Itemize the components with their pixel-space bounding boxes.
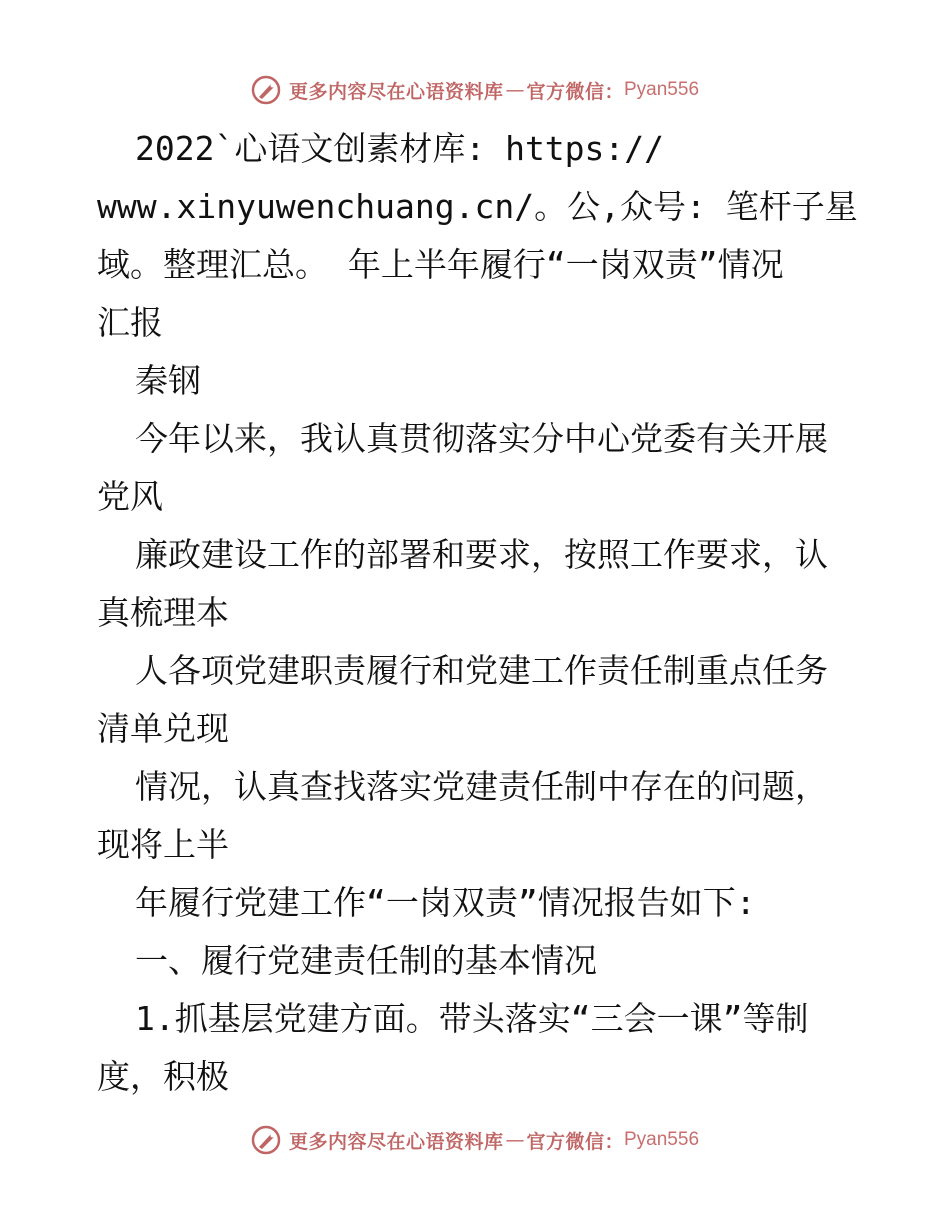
banner-site-text: 更多内容尽在心语资料库 (288, 1130, 504, 1153)
text-line: www.xinyuwenchuang.cn/。公,众号: 笔杆子星 (97, 187, 858, 226)
text-line: 现将上半 (97, 825, 229, 864)
text-line: 真梳理本 (97, 593, 229, 632)
banner-dash: — (505, 1129, 525, 1151)
document-body (97, 120, 857, 1106)
text-line: 度，积极 (97, 1057, 229, 1096)
banner-wechat-label: 官方微信： (526, 1130, 624, 1153)
banner-wechat-id: Pyan556 (624, 1129, 700, 1150)
text-line: 情况，认真查找落实党建责任制中存在的问题， (135, 767, 828, 806)
text-line: 汇报 (97, 303, 163, 342)
banner-wechat-label: 官方微信： (526, 80, 624, 103)
pen-nib-logo-icon (251, 1125, 281, 1155)
text-line: 廉政建设工作的部署和要求，按照工作要求，认 (135, 535, 828, 574)
text-line: 2022`心语文创素材库: https:// (135, 129, 665, 168)
text-line: 今年以来，我认真贯彻落实分中心党委有关开展 (135, 419, 828, 458)
footer-banner (0, 1120, 950, 1160)
banner-wechat-id: Pyan556 (624, 79, 700, 100)
pen-nib-logo-icon (251, 75, 281, 105)
text-line: 年履行党建工作“一岗双责”情况报告如下: (135, 883, 756, 922)
header-banner (0, 70, 950, 110)
text-line: 清单兑现 (97, 709, 229, 748)
text-line: 1.抓基层党建方面。带头落实“三会一课”等制 (135, 999, 809, 1038)
text-line: 党风 (97, 477, 163, 516)
section-heading: 一、履行党建责任制的基本情况 (135, 941, 597, 980)
banner-site-text: 更多内容尽在心语资料库 (288, 80, 504, 103)
text-line: 域。整理汇总。 年上半年履行“一岗双责”情况 (97, 245, 784, 284)
author-line: 秦钢 (135, 361, 201, 400)
banner-dash: — (505, 79, 525, 101)
text-line: 人各项党建职责履行和党建工作责任制重点任务 (135, 651, 828, 690)
